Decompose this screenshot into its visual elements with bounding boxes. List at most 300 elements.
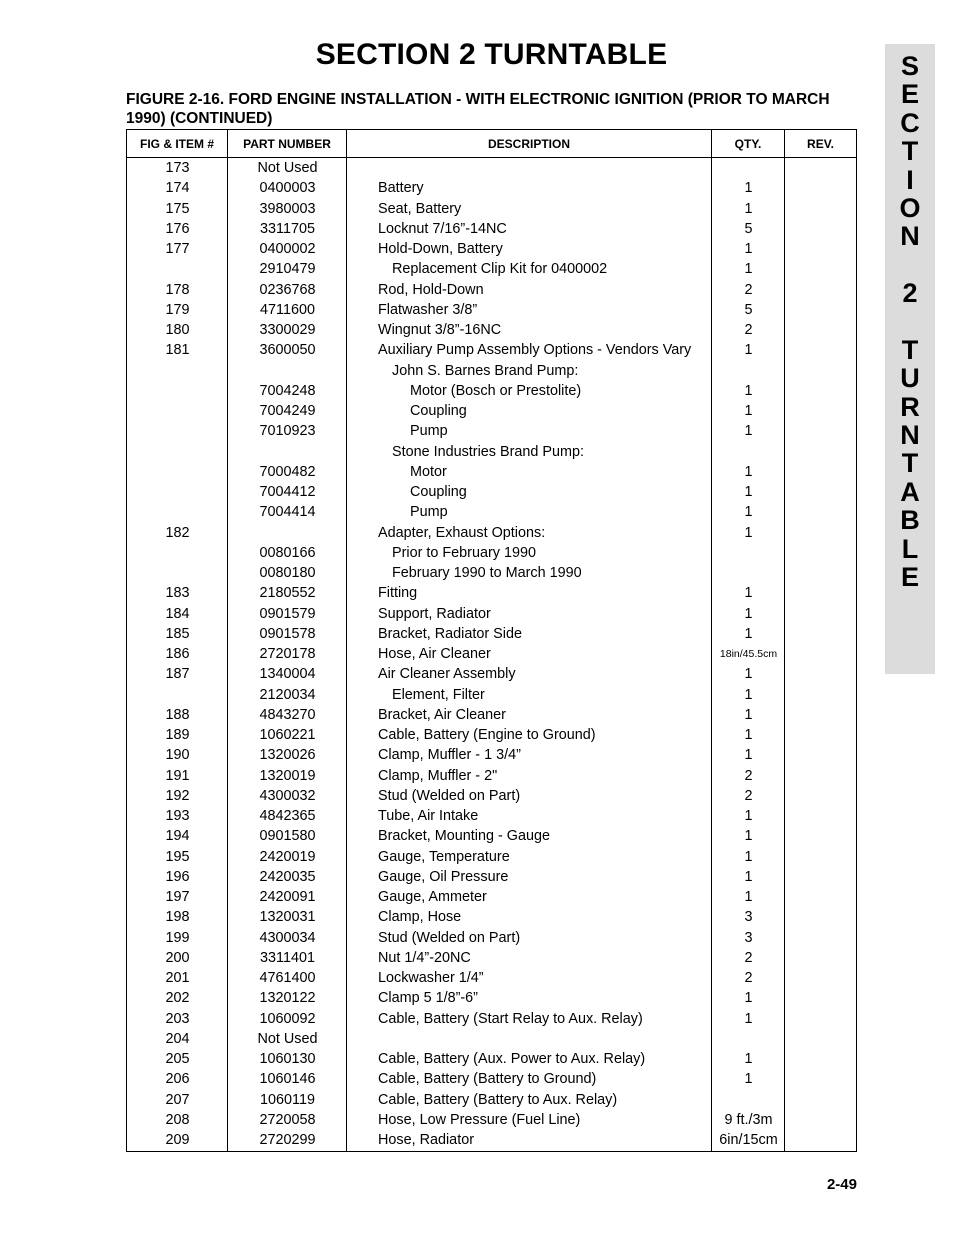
- description-cell: Element, Filter: [392, 686, 485, 703]
- rev-cell: [785, 826, 856, 846]
- rev-cell: [785, 482, 856, 502]
- table-row: [127, 766, 856, 786]
- rev-cell: [785, 1049, 856, 1069]
- description-cell: February 1990 to March 1990: [392, 565, 582, 581]
- qty-cell: 2: [744, 767, 753, 784]
- qty-cell: [712, 158, 785, 178]
- rev-cell: [785, 462, 856, 482]
- side-tab-letter: B: [900, 505, 920, 536]
- side-tab-letter: C: [900, 107, 920, 138]
- table-row: [127, 786, 856, 806]
- fig-item-cell: [127, 543, 228, 563]
- part-number-cell: 0080166: [259, 544, 316, 561]
- rev-cell: [785, 563, 856, 583]
- description-cell: Adapter, Exhaust Options:: [378, 524, 546, 541]
- part-number-cell: 0236768: [259, 281, 316, 298]
- rev-cell: [785, 624, 856, 644]
- description-cell: [347, 1029, 712, 1049]
- fig-item-cell: 174: [165, 180, 190, 197]
- fig-item-cell: 197: [165, 889, 190, 905]
- part-number-cell: 2420035: [259, 868, 316, 885]
- qty-cell: 2: [744, 949, 753, 966]
- description-cell: Coupling: [410, 403, 467, 419]
- side-tab-letter: U: [900, 363, 920, 394]
- part-number-cell: 1060130: [259, 1051, 316, 1067]
- description-cell: Replacement Clip Kit for 0400002: [392, 261, 608, 278]
- description-cell: Cable, Battery (Battery to Ground): [378, 1071, 597, 1088]
- fig-item-cell: 175: [165, 200, 190, 217]
- part-number-cell: 1320019: [259, 767, 316, 784]
- qty-cell: 1: [744, 747, 753, 764]
- part-number-cell: 1060221: [259, 727, 316, 743]
- qty-cell: 1: [744, 868, 753, 885]
- fig-item-cell: 181: [165, 342, 190, 359]
- description-cell: Bracket, Radiator Side: [378, 625, 522, 642]
- table-row: [127, 1069, 856, 1089]
- table-header: [127, 130, 856, 158]
- fig-item-cell: 200: [165, 949, 190, 966]
- description-cell: [347, 158, 712, 178]
- table-row: [127, 442, 856, 462]
- table-row: [127, 401, 856, 421]
- description-cell: Nut 1/4”-20NC: [378, 949, 471, 966]
- fig-item-cell: 186: [165, 646, 190, 662]
- fig-item-cell: 196: [165, 868, 190, 885]
- rev-cell: [785, 361, 856, 381]
- qty-cell: 1: [744, 403, 753, 419]
- rev-cell: [785, 381, 856, 401]
- table-row: [127, 543, 856, 563]
- table-row: [127, 847, 856, 867]
- rev-cell: [785, 968, 856, 988]
- side-tab-letter: N: [900, 221, 920, 252]
- part-number-cell: 0400002: [259, 241, 316, 257]
- part-number-cell: 0901579: [259, 605, 316, 622]
- table-row: [127, 685, 856, 705]
- figure-title: FIGURE 2-16. FORD ENGINE INSTALLATION - WITH ELECTRONIC IGNITION (PRIOR TO MARCH 1990) (CONTINUED): [126, 91, 830, 127]
- table-row: [127, 705, 856, 725]
- description-cell: Rod, Hold-Down: [378, 281, 484, 298]
- qty-cell: 1: [744, 1071, 753, 1088]
- description-cell: Gauge, Oil Pressure: [378, 868, 509, 885]
- rev-cell: [785, 421, 856, 441]
- qty-cell: [712, 543, 785, 563]
- description-cell: Clamp, Muffler - 1 3/4”: [378, 747, 521, 764]
- part-number-cell: 4300032: [259, 787, 316, 804]
- rev-cell: [785, 502, 856, 522]
- rev-cell: [785, 685, 856, 705]
- fig-item-cell: 203: [165, 1010, 190, 1027]
- side-tab-letter: O: [899, 192, 921, 223]
- description-cell: John S. Barnes Brand Pump:: [392, 362, 579, 379]
- part-number-cell: 0080180: [259, 565, 316, 581]
- table-row: [127, 563, 856, 583]
- part-number-cell: 2420091: [259, 889, 316, 905]
- part-number-cell: 7000482: [259, 463, 316, 480]
- parts-table: [126, 129, 857, 1152]
- qty-cell: 6in/15cm: [719, 1132, 778, 1148]
- fig-item-cell: [127, 421, 228, 441]
- fig-item-cell: 178: [165, 281, 190, 298]
- table-row: [127, 199, 856, 219]
- qty-cell: 1: [744, 382, 753, 399]
- description-cell: Hose, Radiator: [378, 1132, 474, 1148]
- qty-cell: [712, 442, 785, 462]
- qty-cell: [712, 563, 785, 583]
- rev-cell: [785, 543, 856, 563]
- rev-cell: [785, 401, 856, 421]
- rev-cell: [785, 340, 856, 360]
- table-row: [127, 928, 856, 948]
- table-row: [127, 968, 856, 988]
- table-row: [127, 239, 856, 259]
- table-row: [127, 907, 856, 927]
- fig-item-cell: 191: [165, 767, 190, 784]
- table-row: [127, 604, 856, 624]
- qty-cell: 1: [744, 484, 753, 500]
- table-row: [127, 826, 856, 846]
- fig-item-cell: 188: [165, 706, 190, 723]
- table-row: [127, 1049, 856, 1069]
- part-number-cell: 2910479: [259, 261, 316, 278]
- part-number-cell: 7004248: [259, 382, 316, 399]
- description-cell: Hose, Air Cleaner: [378, 646, 491, 662]
- part-number-cell: 3600050: [259, 342, 316, 359]
- qty-cell: 1: [744, 625, 753, 642]
- part-number-cell: Not Used: [257, 1030, 318, 1047]
- part-number-cell: 2420019: [259, 848, 316, 865]
- qty-cell: 2: [744, 281, 753, 298]
- rev-cell: [785, 219, 856, 239]
- qty-cell: 1: [744, 524, 753, 541]
- table-row: [127, 320, 856, 340]
- description-cell: Bracket, Air Cleaner: [378, 706, 506, 723]
- rev-cell: [785, 988, 856, 1008]
- description-cell: Gauge, Ammeter: [378, 889, 487, 905]
- side-tab-letter: [885, 251, 935, 279]
- description-cell: Pump: [410, 423, 448, 440]
- table-row: [127, 1110, 856, 1130]
- rev-cell: [785, 847, 856, 867]
- fig-item-cell: [127, 259, 228, 279]
- fig-item-cell: 198: [165, 909, 190, 926]
- description-cell: Cable, Battery (Aux. Power to Aux. Relay): [378, 1051, 646, 1067]
- qty-cell: 18in/45.5cm: [719, 648, 778, 660]
- fig-item-cell: 193: [165, 808, 190, 824]
- table-rows: [127, 158, 856, 1150]
- rev-cell: [785, 1110, 856, 1130]
- table-row: [127, 280, 856, 300]
- part-number-cell: 3311401: [260, 949, 315, 966]
- table-row: [127, 340, 856, 360]
- description-cell: Tube, Air Intake: [378, 808, 479, 824]
- qty-cell: 5: [744, 301, 753, 318]
- part-number-cell: 4711600: [260, 301, 315, 318]
- fig-item-cell: [127, 563, 228, 583]
- rev-cell: [785, 867, 856, 887]
- description-cell: Clamp 5 1/8”-6”: [378, 990, 478, 1007]
- qty-cell: 1: [744, 706, 753, 723]
- rev-cell: [785, 583, 856, 603]
- fig-item-cell: 190: [165, 747, 190, 764]
- rev-cell: [785, 725, 856, 745]
- table-row: [127, 887, 856, 907]
- fig-item-cell: 185: [165, 625, 190, 642]
- fig-item-cell: 194: [165, 828, 190, 845]
- description-cell: Cable, Battery (Battery to Aux. Relay): [378, 1091, 618, 1108]
- fig-item-cell: 195: [165, 848, 190, 865]
- side-tab-letter: E: [900, 562, 919, 593]
- description-cell: Prior to February 1990: [392, 544, 536, 561]
- fig-item-cell: 192: [165, 787, 190, 804]
- description-cell: Air Cleaner Assembly: [378, 666, 516, 683]
- part-number-cell: 2120034: [259, 686, 316, 703]
- qty-cell: 1: [744, 261, 753, 278]
- table-row: [127, 806, 856, 826]
- section-side-tab[interactable]: [885, 44, 935, 674]
- table-row: [127, 725, 856, 745]
- fig-item-cell: 176: [165, 220, 190, 237]
- table-row: [127, 1009, 856, 1029]
- rev-cell: [785, 948, 856, 968]
- description-cell: Seat, Battery: [378, 200, 462, 217]
- fig-item-cell: 184: [165, 605, 190, 622]
- qty-cell: 3: [744, 909, 753, 926]
- description-cell: Motor: [410, 463, 447, 480]
- side-tab-letter: L: [901, 533, 919, 564]
- fig-item-cell: 206: [165, 1071, 190, 1088]
- part-number-cell: 1060119: [260, 1091, 315, 1108]
- fig-item-cell: 205: [165, 1051, 190, 1067]
- description-cell: Cable, Battery (Start Relay to Aux. Relay): [378, 1010, 643, 1027]
- description-cell: Bracket, Mounting - Gauge: [378, 828, 550, 845]
- description-cell: Gauge, Temperature: [378, 848, 510, 865]
- rev-cell: [785, 604, 856, 624]
- qty-cell: 2: [744, 322, 753, 338]
- table-row: [127, 583, 856, 603]
- side-tab-letter: T: [901, 448, 919, 479]
- fig-item-cell: 201: [165, 970, 190, 986]
- fig-item-cell: [127, 381, 228, 401]
- qty-cell: 1: [744, 504, 753, 521]
- rev-cell: [785, 928, 856, 948]
- qty-cell: [712, 361, 785, 381]
- qty-cell: 1: [744, 200, 753, 217]
- part-number-cell: 0400003: [259, 180, 316, 197]
- table-row: [127, 644, 856, 664]
- part-number-cell: 1320122: [259, 990, 316, 1007]
- qty-cell: 1: [744, 342, 753, 359]
- fig-item-cell: [127, 482, 228, 502]
- fig-item-cell: 187: [165, 666, 190, 683]
- rev-cell: [785, 786, 856, 806]
- description-cell: Coupling: [410, 484, 467, 500]
- table-row: [127, 158, 856, 178]
- table-row: [127, 259, 856, 279]
- description-cell: Hose, Low Pressure (Fuel Line): [378, 1111, 581, 1128]
- part-number-cell: 2720299: [259, 1132, 316, 1148]
- table-row: [127, 482, 856, 502]
- rev-cell: [785, 158, 856, 178]
- fig-item-cell: 177: [165, 241, 190, 257]
- fig-item-cell: 173: [165, 160, 190, 176]
- part-number-cell: 1060146: [259, 1071, 316, 1088]
- fig-item-cell: 179: [165, 301, 190, 318]
- part-number-cell: 7004414: [259, 504, 316, 521]
- qty-cell: 1: [744, 1051, 753, 1067]
- table-row: [127, 1029, 856, 1049]
- part-number-cell: 7010923: [259, 423, 316, 440]
- side-tab-letter: [885, 308, 935, 336]
- part-number-cell: 1060092: [259, 1010, 316, 1027]
- part-number-cell: 3311705: [260, 220, 315, 237]
- part-number-cell: [228, 523, 347, 543]
- qty-cell: 1: [744, 990, 753, 1007]
- rev-cell: [785, 806, 856, 826]
- table-row: [127, 219, 856, 239]
- rev-cell: [785, 1090, 856, 1110]
- table-body: [127, 158, 856, 1151]
- part-number-cell: 4842365: [259, 808, 316, 824]
- side-tab-letter: A: [900, 476, 920, 507]
- rev-cell: [785, 1069, 856, 1089]
- table-row: [127, 664, 856, 684]
- table-row: [127, 178, 856, 198]
- part-number-cell: 1320031: [259, 909, 316, 926]
- part-number-cell: [228, 361, 347, 381]
- description-cell: Clamp, Hose: [378, 909, 462, 926]
- qty-cell: 1: [744, 848, 753, 865]
- table-row: [127, 624, 856, 644]
- fig-item-cell: [127, 442, 228, 462]
- part-number-cell: 1320026: [259, 747, 316, 764]
- rev-cell: [785, 523, 856, 543]
- header-rev: REV.: [807, 136, 834, 151]
- side-tab-letter: S: [900, 51, 919, 81]
- qty-cell: [712, 1090, 785, 1110]
- header-part-number: PART NUMBER: [228, 130, 347, 157]
- table-row: [127, 1090, 856, 1110]
- table-row: [127, 361, 856, 381]
- rev-cell: [785, 745, 856, 765]
- side-tab-letters: [885, 52, 935, 591]
- qty-cell: 1: [744, 1010, 753, 1027]
- description-cell: Support, Radiator: [378, 605, 491, 622]
- rev-cell: [785, 907, 856, 927]
- qty-cell: 1: [744, 241, 753, 257]
- fig-item-cell: 207: [165, 1091, 190, 1108]
- table-row: [127, 523, 856, 543]
- description-cell: Fitting: [378, 585, 418, 602]
- part-number-cell: 4761400: [259, 970, 316, 986]
- qty-cell: 2: [744, 970, 753, 986]
- fig-item-cell: [127, 361, 228, 381]
- description-cell: Stud (Welded on Part): [378, 787, 521, 804]
- fig-item-cell: 183: [165, 585, 190, 602]
- description-cell: Clamp, Muffler - 2": [378, 767, 498, 784]
- header-fig-item: FIG & ITEM #: [127, 130, 228, 157]
- table-row: [127, 1130, 856, 1150]
- qty-cell: 1: [744, 585, 753, 602]
- part-number-cell: Not Used: [257, 160, 318, 176]
- qty-cell: 5: [744, 220, 753, 237]
- table-row: [127, 867, 856, 887]
- description-cell: Stone Industries Brand Pump:: [392, 443, 584, 460]
- part-number-cell: [228, 442, 347, 462]
- side-tab-letter: R: [900, 391, 920, 422]
- rev-cell: [785, 766, 856, 786]
- table-row: [127, 421, 856, 441]
- table-row: [127, 948, 856, 968]
- table-row: [127, 381, 856, 401]
- side-tab-letter: T: [901, 334, 919, 365]
- part-number-cell: 2180552: [259, 585, 316, 602]
- fig-item-cell: 189: [165, 727, 190, 743]
- part-number-cell: 3300029: [259, 322, 316, 338]
- fig-item-cell: [127, 401, 228, 421]
- rev-cell: [785, 280, 856, 300]
- rev-cell: [785, 300, 856, 320]
- table-row: [127, 745, 856, 765]
- side-tab-letter: E: [900, 79, 919, 110]
- fig-item-cell: 180: [165, 322, 190, 338]
- part-number-cell: 4300034: [259, 929, 316, 946]
- description-cell: Hold-Down, Battery: [378, 241, 503, 257]
- rev-cell: [785, 239, 856, 259]
- qty-cell: 1: [744, 727, 753, 743]
- part-number-cell: 3980003: [259, 200, 316, 217]
- qty-cell: 1: [744, 423, 753, 440]
- description-cell: Pump: [410, 504, 448, 521]
- description-cell: Battery: [378, 180, 424, 197]
- rev-cell: [785, 259, 856, 279]
- rev-cell: [785, 1009, 856, 1029]
- header-qty: QTY.: [712, 130, 785, 157]
- qty-cell: 1: [744, 808, 753, 824]
- fig-item-cell: 202: [165, 990, 190, 1007]
- qty-cell: 3: [744, 929, 753, 946]
- part-number-cell: 2720058: [259, 1111, 316, 1128]
- qty-cell: 2: [744, 787, 753, 804]
- part-number-cell: 0901578: [259, 625, 316, 642]
- fig-item-cell: [127, 502, 228, 522]
- rev-cell: [785, 442, 856, 462]
- qty-cell: 1: [744, 180, 753, 197]
- rev-cell: [785, 178, 856, 198]
- rev-cell: [785, 887, 856, 907]
- side-tab-letter: 2: [902, 278, 918, 309]
- description-cell: Cable, Battery (Engine to Ground): [378, 727, 596, 743]
- rev-cell: [785, 644, 856, 664]
- fig-item-cell: 199: [165, 929, 190, 946]
- part-number-cell: 1340004: [259, 666, 316, 683]
- description-cell: Motor (Bosch or Prestolite): [410, 382, 582, 399]
- qty-cell: [712, 1029, 785, 1049]
- qty-cell: 1: [744, 463, 753, 480]
- part-number-cell: 0901580: [259, 828, 316, 845]
- qty-cell: 1: [744, 889, 753, 905]
- rev-cell: [785, 705, 856, 725]
- description-cell: Auxiliary Pump Assembly Options - Vendors Vary: [378, 342, 692, 359]
- section-title: SECTION 2 TURNTABLE: [315, 38, 668, 71]
- description-cell: Lockwasher 1/4”: [378, 970, 484, 986]
- page-number: 2-49: [826, 1176, 857, 1193]
- rev-cell: [785, 199, 856, 219]
- fig-item-cell: [127, 685, 228, 705]
- fig-item-cell: 182: [165, 524, 190, 541]
- description-cell: Stud (Welded on Part): [378, 929, 521, 946]
- part-number-cell: 7004412: [259, 484, 316, 500]
